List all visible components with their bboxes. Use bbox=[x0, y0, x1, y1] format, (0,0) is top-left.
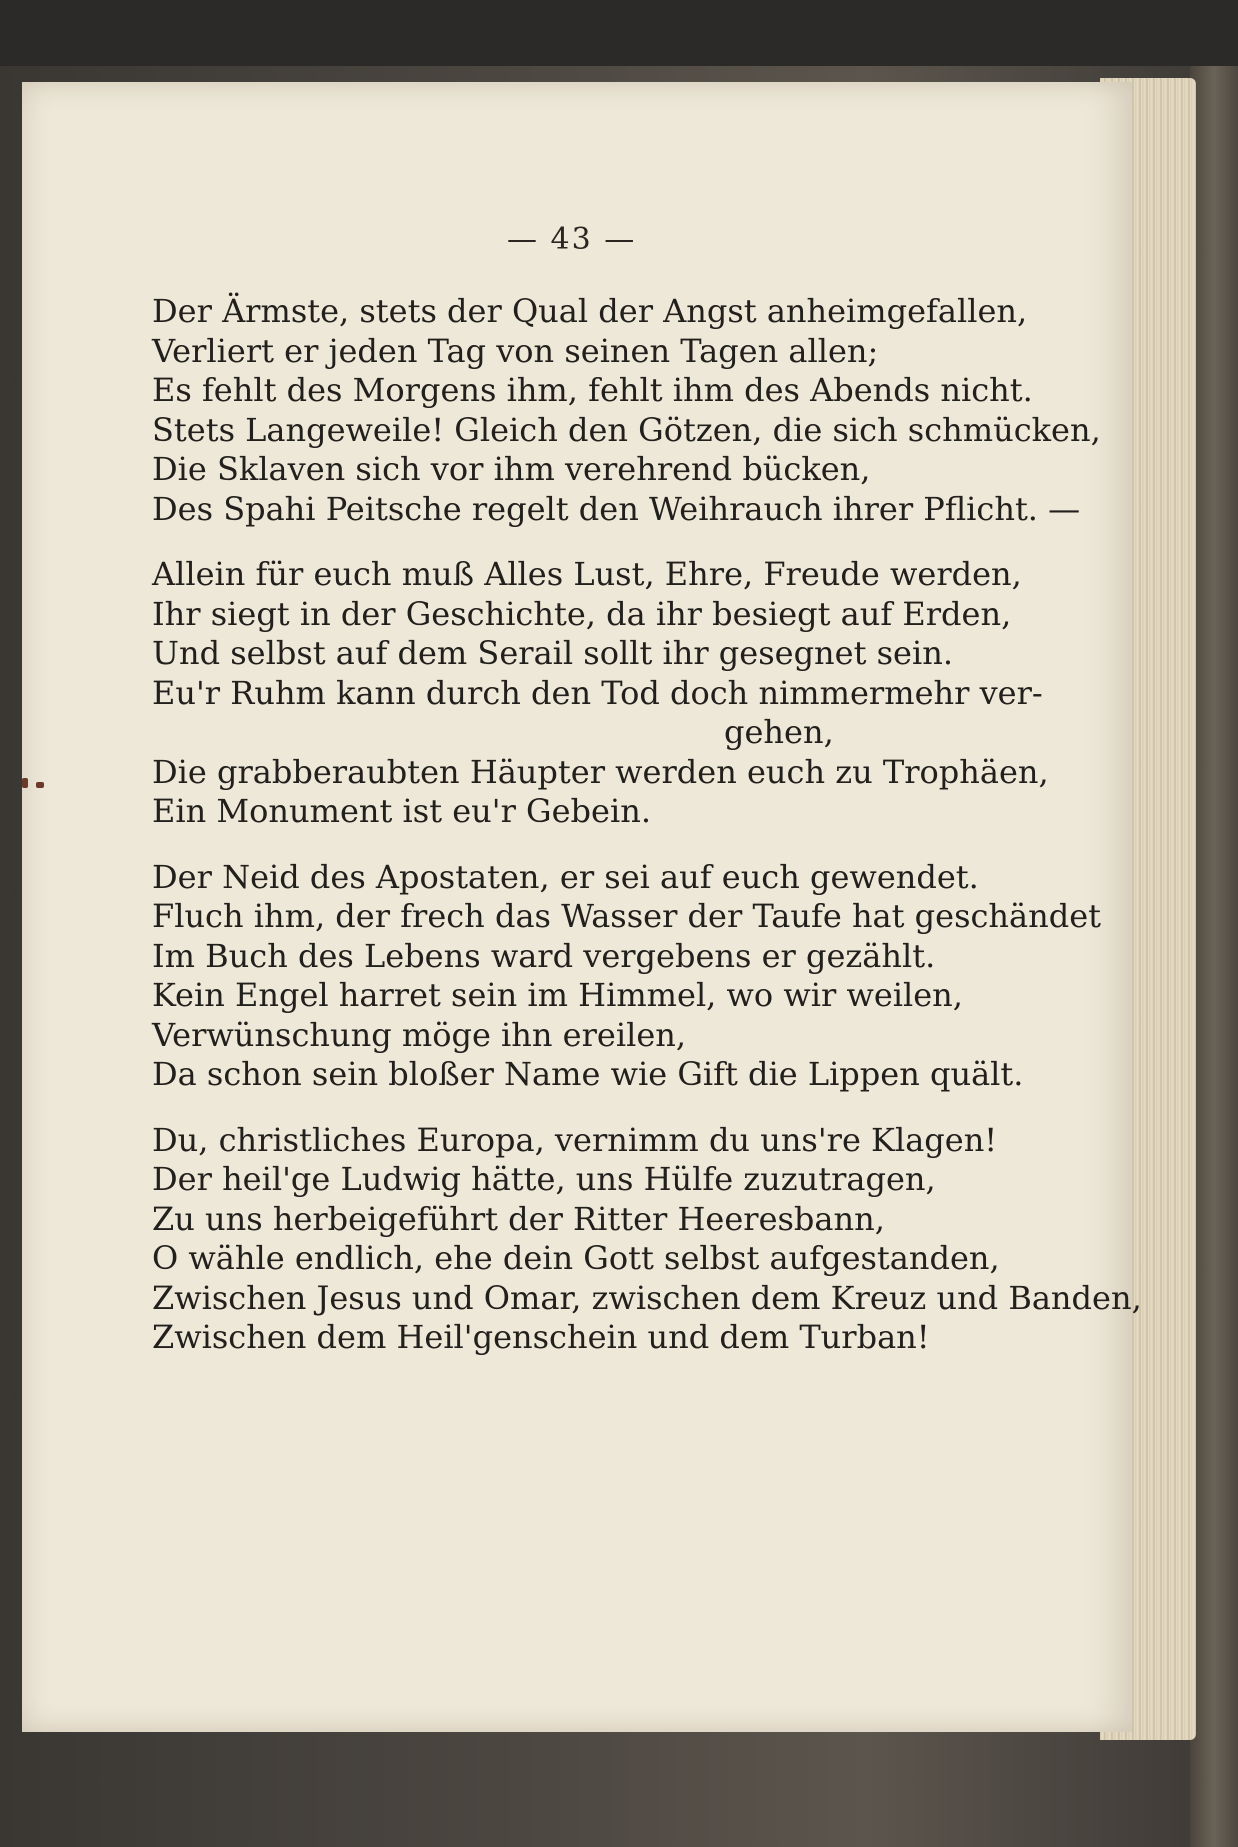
poem-line: Die Sklaven sich vor ihm verehrend bücken, bbox=[152, 450, 871, 488]
poem-line: Ihr siegt in der Geschichte, da ihr besiegt auf Erden, bbox=[152, 594, 1012, 633]
poem-line: Verwünschung möge ihn ereilen, bbox=[152, 1015, 687, 1054]
poem bbox=[152, 292, 1142, 1384]
poem-line: Und selbst auf dem Serail sollt ihr gesegnet sein. bbox=[152, 634, 953, 672]
poem-line: Die grabberaubten Häupter werden euch zu Trophäen, bbox=[152, 752, 1049, 791]
poem-line: Der Ärmste, stets der Qual der Angst anheimgefallen, bbox=[152, 292, 1028, 330]
poem-line: Kein Engel harret sein im Himmel, wo wir weilen, bbox=[152, 976, 963, 1014]
cover-edge bbox=[1190, 66, 1238, 1847]
poem-line: Im Buch des Lebens ward vergebens er gezählt. bbox=[152, 936, 936, 975]
poem-line: Zwischen dem Heil'genschein und dem Turban! bbox=[152, 1318, 930, 1356]
poem-line: Eu'r Ruhm kann durch den Tod doch nimmermehr ver- bbox=[152, 673, 1043, 712]
margin-mark bbox=[22, 778, 28, 788]
poem-line: Allein für euch muß Alles Lust, Ehre, Freude werden, bbox=[152, 555, 1022, 593]
poem-line: Stets Langeweile! Gleich den Götzen, die sich schmücken, bbox=[152, 410, 1101, 449]
page-number: — 43 — bbox=[507, 222, 637, 257]
stanza-3 bbox=[152, 857, 1101, 1095]
poem-line: Der Neid des Apostaten, er sei auf euch gewendet. bbox=[152, 857, 979, 896]
poem-line: Zu uns herbeigeführt der Ritter Heeresbann, bbox=[152, 1199, 885, 1238]
poem-line: Es fehlt des Morgens ihm, fehlt ihm des Abends nicht. bbox=[152, 371, 1033, 409]
poem-line: Fluch ihm, der frech das Wasser der Taufe hat geschändet bbox=[152, 897, 1101, 935]
poem-line-continuation: gehen, bbox=[724, 713, 834, 751]
stanza-1 bbox=[152, 292, 1101, 529]
poem-line: Zwischen Jesus und Omar, zwischen dem Kreuz und Banden, bbox=[152, 1278, 1142, 1317]
stanza-4 bbox=[152, 1120, 1142, 1358]
poem-line: Da schon sein bloßer Name wie Gift die Lippen quält. bbox=[152, 1055, 1024, 1093]
poem-line: Der heil'ge Ludwig hätte, uns Hülfe zuzutragen, bbox=[152, 1160, 936, 1198]
stanza-2 bbox=[152, 555, 1049, 832]
poem-line: Des Spahi Peitsche regelt den Weihrauch ihrer Pflicht. — bbox=[152, 489, 1081, 528]
poem-line: Ein Monument ist eu'r Gebein. bbox=[152, 792, 651, 830]
poem-line: O wähle endlich, ehe dein Gott selbst aufgestanden, bbox=[152, 1239, 1000, 1277]
poem-line: Du, christliches Europa, vernimm du uns're Klagen! bbox=[152, 1120, 998, 1159]
margin-mark bbox=[36, 782, 44, 788]
book-page bbox=[22, 82, 1142, 1732]
poem-line: Verliert er jeden Tag von seinen Tagen allen; bbox=[152, 331, 879, 370]
